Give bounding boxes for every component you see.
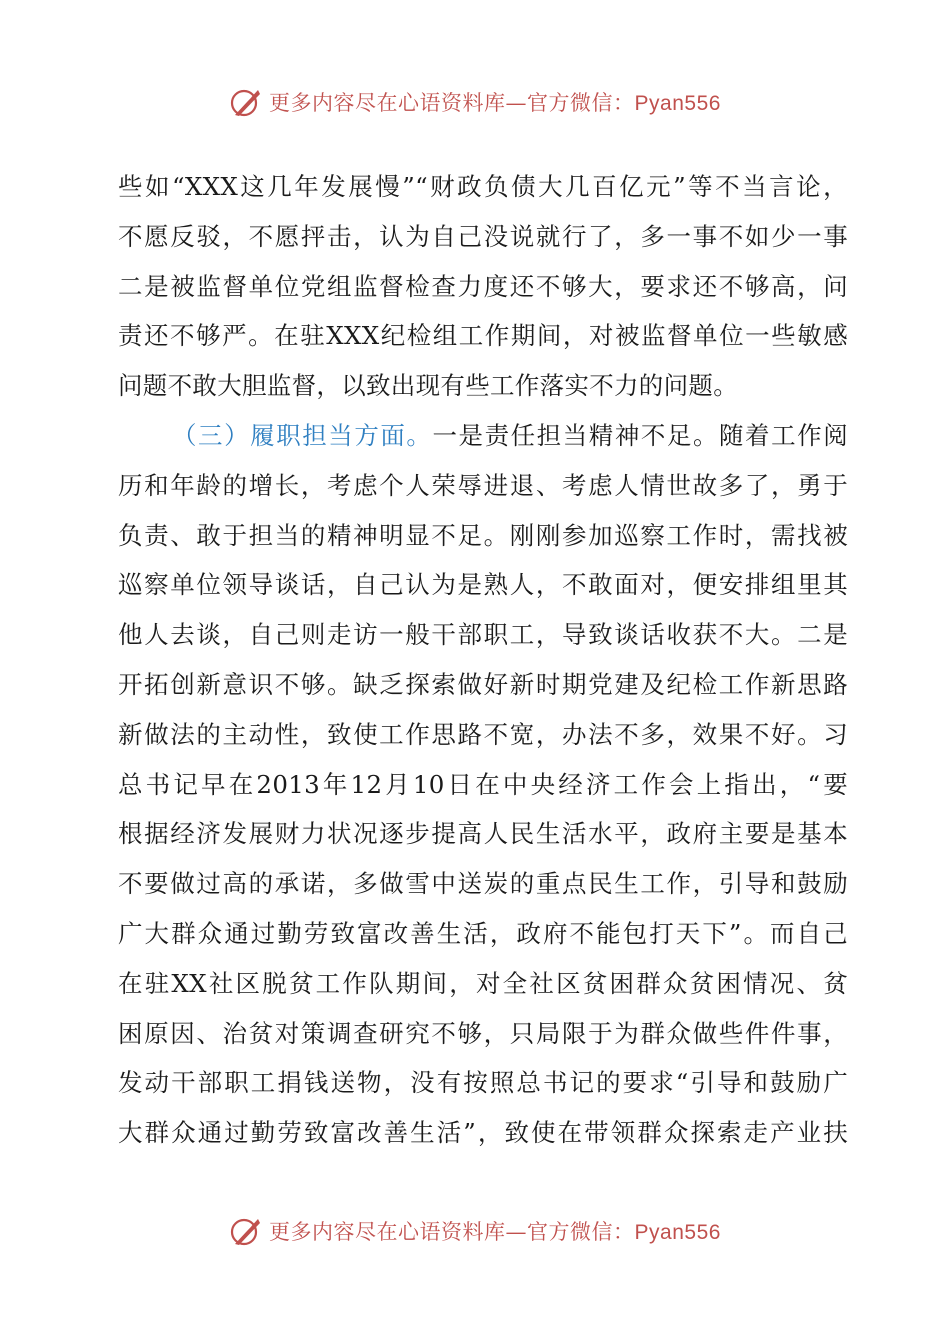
text-line: 二是被监督单位党组监督检查力度还不够大，要求还不够高，问 [118, 271, 848, 301]
text-line: 广大群众通过勤劳致富改善生活，政府不能包打天下”。而自己 [118, 918, 848, 948]
header-banner [0, 82, 950, 122]
text-line: 在驻XX社区脱贫工作队期间，对全社区贫困群众贫困情况、贫 [118, 968, 848, 998]
footer-banner-text: 更多内容尽在心语资料库—官方微信：Pyan556 [269, 1220, 721, 1244]
footer-banner [0, 1211, 950, 1251]
header-banner-text: 更多内容尽在心语资料库—官方微信：Pyan556 [269, 91, 721, 115]
text-line: 责还不够严。在驻XXX纪检组工作期间，对被监督单位一些敏感 [118, 321, 848, 351]
text-line: 根据经济发展财力状况逐步提高人民生活水平，政府主要是基本 [118, 819, 848, 849]
text-line: 历和年龄的增长，考虑个人荣辱进退、考虑人情世故多了，勇于 [118, 470, 848, 500]
text-line: 些如“XXX这几年发展慢”“财政负债大几百亿元”等不当言论， [118, 172, 848, 201]
footer-wechat-id: Pyan556 [634, 1221, 721, 1244]
quill-logo-icon [229, 1214, 263, 1248]
text-line: 不要做过高的承诺，多做雪中送炭的重点民生工作，引导和鼓励 [118, 869, 848, 899]
text-line: 他人去谈，自己则走访一般干部职工，导致谈话收获不大。二是 [118, 620, 848, 650]
text-line: 不愿反驳，不愿抨击，认为自己没说就行了，多一事不如少一事 [118, 221, 848, 251]
text-line: 负责、敢于担当的精神明显不足。刚刚参加巡察工作时，需找被 [118, 520, 848, 550]
section-first-line-text: 一是责任担当精神不足。随着工作阅 [432, 420, 848, 450]
document-body [118, 162, 848, 1158]
header-wechat-id: Pyan556 [634, 92, 721, 115]
text-line: 巡察单位领导谈话，自己认为是熟人，不敢面对，便安排组里其 [118, 570, 848, 600]
text-line: 开拓创新意识不够。缺乏探索做好新时期党建及纪检工作新思路 [118, 669, 848, 699]
text-line: 大群众通过勤劳致富改善生活”，致使在带领群众探索走产业扶 [118, 1118, 848, 1148]
text-line: 发动干部职工捐钱送物，没有按照总书记的要求“引导和鼓励广 [118, 1068, 848, 1098]
text-line: 困原因、治贫对策调查研究不够，只局限于为群众做些件件事， [118, 1018, 848, 1048]
quill-logo-icon [229, 85, 263, 119]
text-line: 新做法的主动性，致使工作思路不宽，办法不多，效果不好。习 [118, 719, 848, 749]
section-first-line [118, 411, 848, 461]
text-line: 问题不敢大胆监督，以致出现有些工作落实不力的问题。 [118, 371, 738, 401]
section-heading: （三）履职担当方面。 [172, 420, 433, 450]
text-line: 总书记早在2013年12月10日在中央经济工作会上指出，“要 [118, 769, 848, 799]
